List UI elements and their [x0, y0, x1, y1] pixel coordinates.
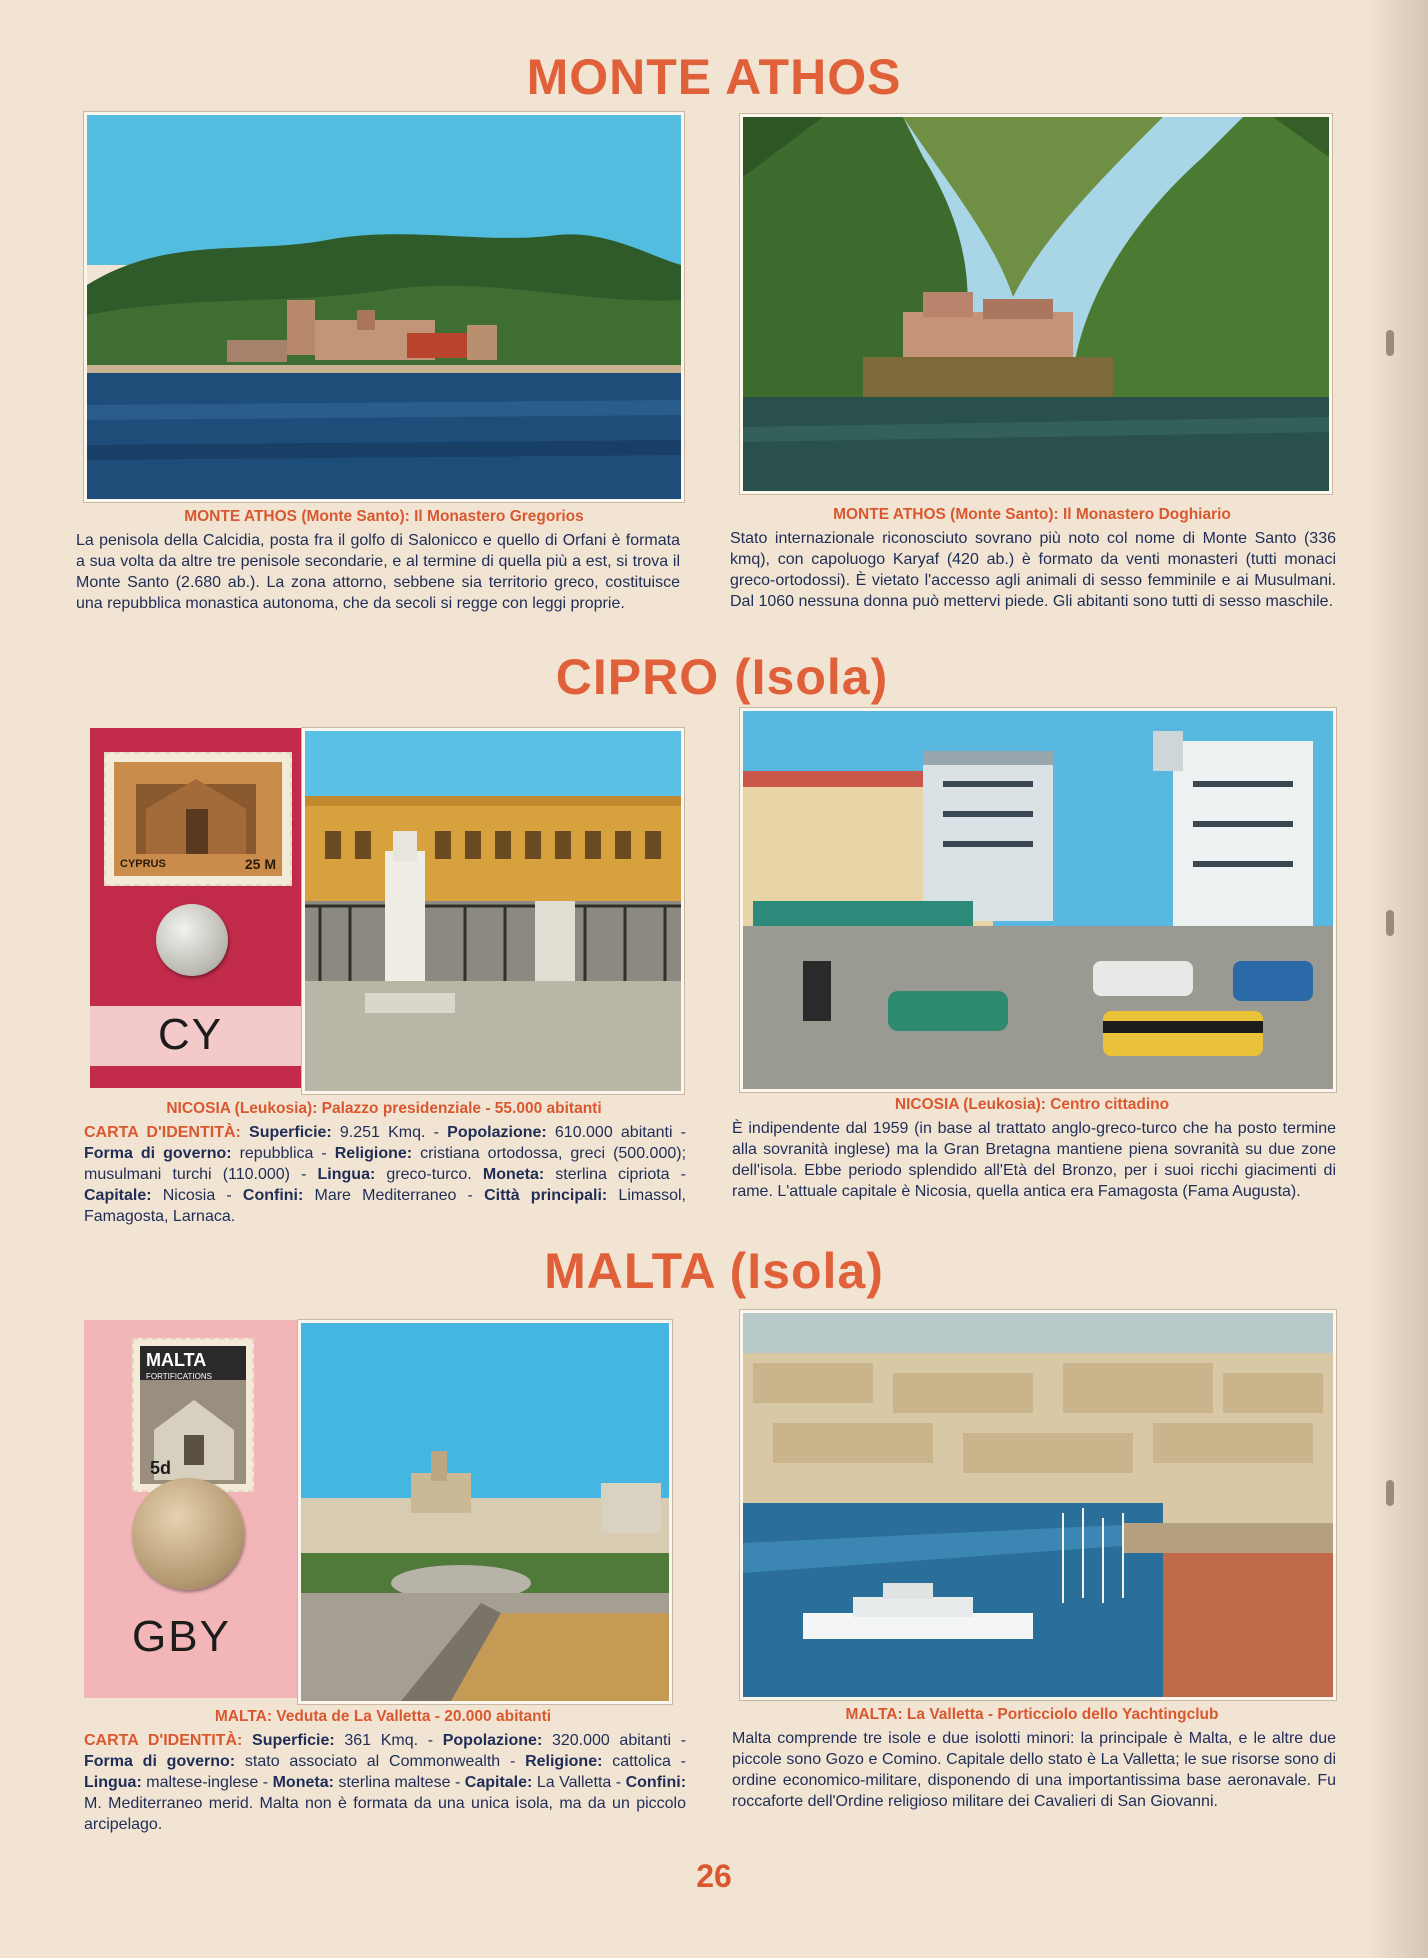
caption-monastero-gregorios: MONTE ATHOS (Monte Santo): Il Monastero Gregorios [184, 508, 584, 525]
stamp-country-label: CYPRUS [120, 858, 166, 870]
text-cipro-right: È indipendente dal 1959 (in base al trattato anglo-greco-turco che ha posto termine alla sovranità inglese) ma la Gran Bretagna mantiene piena sovranità su due zone dell'isola. Ebbe periodo splendido all'Età del Bronzo, per i suoi ricchi giacimenti di rame. L'attuale capitale è Nicosia, quella antica era Famagosta (Fama Augusta). [732, 1120, 1336, 1200]
page-edge-shadow [1368, 0, 1428, 1958]
caption-palazzo-presidenziale: NICOSIA (Leukosia): Palazzo presidenziale - 55.000 abitanti [166, 1100, 602, 1117]
caption-porticciolo-yachtingclub: MALTA: La Valletta - Porticciolo dello Yachtingclub [845, 1706, 1219, 1723]
text-monte-athos-left: La penisola della Calcidia, posta fra il golfo di Salonicco e quello di Orfani è formata a sua volta da altre tre penisole secondarie, e al termine di quella più a est, si trova il Monte Santo (2.680 ab.). La zona attorno, sebbene sia territorio greco, costituisce una repubblica monastica autonoma, che da secoli si regge con leggi proprie. [76, 532, 680, 612]
text-cipro-carta-identita: CARTA D'IDENTITÀ: Superficie: 9.251 Kmq. - Popolazione: 610.000 abitanti - Forma di governo: repubblica - Religione: cristiana ortodossa, greci (500.000); musulmani turchi (110.000) - Lingua: greco-turco. Moneta: sterlina cipriota - Capitale: Nicosia - Confini: Mare Mediterraneo - Città principali: Limassol, Famagosta, Larnaca. [84, 1124, 687, 1225]
photo-palazzo-presidenziale [302, 728, 684, 1094]
caption-veduta-la-valletta: MALTA: Veduta de La Valletta - 20.000 abitanti [214, 1708, 552, 1725]
binding-hole [1386, 910, 1394, 936]
section-title-cipro: CIPRO (Isola) [555, 649, 889, 705]
malta-coin [132, 1478, 244, 1590]
caption-monastero-doghiario: MONTE ATHOS (Monte Santo): Il Monastero Doghiario [833, 506, 1231, 523]
photo-centro-nicosia [740, 708, 1336, 1092]
binding-hole [1386, 1480, 1394, 1506]
section-title-malta: MALTA (Isola) [544, 1243, 884, 1299]
country-code-cy: CY [158, 1010, 224, 1059]
stamp-subtitle-label: FORTIFICATIONS [146, 1372, 212, 1381]
text-malta-carta-identita: CARTA D'IDENTITÀ: Superficie: 361 Kmq. - Popolazione: 320.000 abitanti - Forma di governo: stato associato al Commonwealth - Religione: cattolica - Lingua: maltese-inglese - Moneta: sterlina maltese - Capitale: La Valletta - Confini: M. Mediterraneo merid. Malta non è formata da una unica isola, ma da un piccolo arcipelago. [84, 1732, 687, 1833]
caption-centro-cittadino: NICOSIA (Leukosia): Centro cittadino [894, 1096, 1170, 1113]
country-code-gby: GBY [132, 1612, 231, 1661]
binding-hole [1386, 330, 1394, 356]
stamp-value-label: 25 M [244, 856, 276, 872]
stamp-country-label: MALTA [146, 1350, 207, 1370]
text-malta-right: Malta comprende tre isole e due isolotti minori: la principale è Malta, e le altre due piccole sono Gozo e Comino. Capitale dello stato è La Valletta; le sue risorse sono di ordine economico-militare, disponendo di una importantissima base aeronavale. Fu roccaforte dell'Ordine religioso militare dei Cavalieri di San Giovanni. [732, 1730, 1336, 1810]
photo-monastero-doghiario [740, 114, 1332, 494]
text-monte-athos-right: Stato internazionale riconosciuto sovrano più noto col nome di Monte Santo (336 kmq), con capoluogo Karyaf (420 ab.) è formato da venti monasteri (tutti monaci greco-ortodossi). È vietato l'accesso agli animali di sesso femminile e ai Musulmani. Dal 1060 nessuna donna può mettervi piede. Gli abitanti sono tutti di sesso maschile. [730, 530, 1336, 610]
stamp-value-label: 5d [150, 1458, 172, 1478]
cyprus-id-panel [90, 728, 302, 1088]
malta-stamp [132, 1338, 254, 1492]
malta-id-panel [84, 1320, 298, 1698]
photo-veduta-la-valletta [298, 1320, 672, 1704]
photo-porticciolo-yachtingclub [740, 1310, 1336, 1700]
photo-monastero-gregorios [84, 112, 684, 502]
cyprus-coin [156, 904, 228, 976]
page-number: 26 [696, 1858, 732, 1894]
cyprus-stamp [104, 752, 292, 886]
section-title-monte-athos: MONTE ATHOS [526, 49, 902, 105]
